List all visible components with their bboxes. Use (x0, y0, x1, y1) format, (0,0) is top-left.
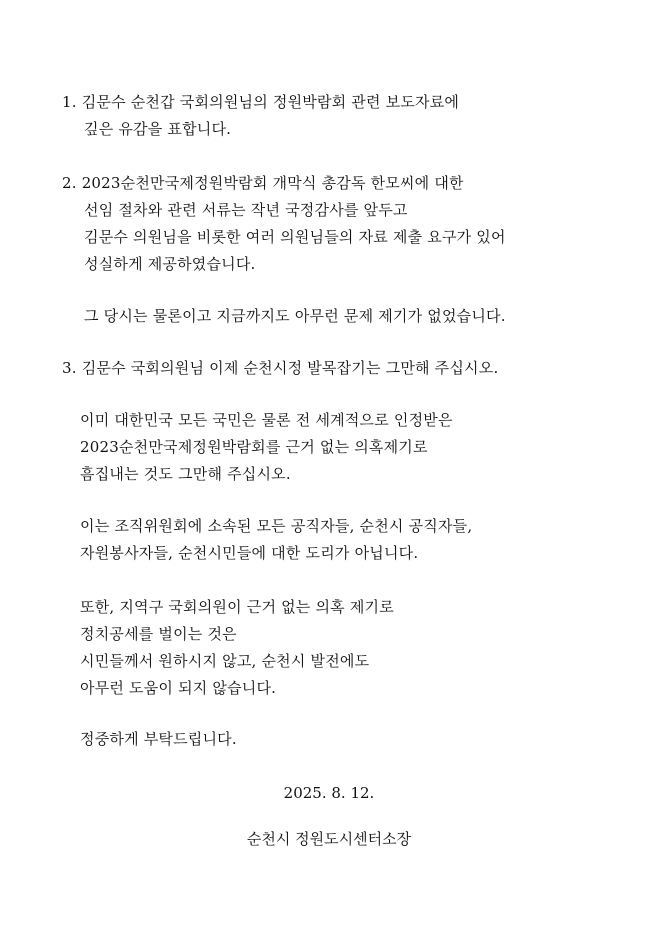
item-3-text-1: 김문수 국회의원님 이제 순천시정 발목잡기는 그만해 주십시오. (81, 359, 499, 377)
item-3-para-1-line-1: 이미 대한민국 모든 국민은 물론 전 세계적으로 인정받은 (80, 411, 453, 429)
item-2-extra-line: 그 당시는 물론이고 지금까지도 아무런 문제 제기가 없었습니다. (84, 307, 506, 325)
item-3-para-4-line-1: 정중하게 부탁드립니다. (80, 730, 237, 748)
item-2-text-1: 2023순천만국제정원박람회 개막식 총감독 한모씨에 대한 (81, 174, 464, 192)
document-date: 2025. 8. 12. (283, 784, 375, 802)
item-1-text-1: 김문수 순천갑 국회의원님의 정원박람회 관련 보도자료에 (81, 93, 460, 111)
item-3-para-3-line-1: 또한, 지역구 국회의원이 근거 없는 의혹 제기로 (80, 598, 394, 616)
item-1-number: 1. (62, 93, 77, 111)
item-3-para-3-line-2: 정치공세를 벌이는 것은 (80, 625, 237, 643)
item-1-line-1 (62, 92, 459, 112)
item-3-para-3-line-3: 시민들께서 원하시지 않고, 순천시 발전에도 (80, 652, 370, 670)
item-2-line-3: 김문수 의원님을 비롯한 여러 의원님들의 자료 제출 요구가 있어 (84, 228, 506, 246)
signature-line: 순천시 정원도시센터소장 (246, 830, 412, 848)
item-2-line-4: 성실하게 제공하였습니다. (84, 255, 256, 273)
item-3-para-2-line-2: 자원봉사자들, 순천시민들에 대한 도리가 아닙니다. (80, 544, 419, 562)
item-3-number: 3. (62, 359, 77, 377)
item-2-number: 2. (62, 174, 77, 192)
item-3-para-1-line-2: 2023순천만국제정원박람회를 근거 없는 의혹제기로 (80, 438, 428, 456)
item-3-para-1-line-3: 흠집내는 것도 그만해 주십시오. (80, 465, 291, 483)
item-3-para-2-line-1: 이는 조직위원회에 소속된 모든 공직자들, 순천시 공직자들, (80, 517, 473, 535)
item-1-line-2: 깊은 유감을 표합니다. (84, 120, 232, 138)
item-2-line-2: 선임 절차와 관련 서류는 작년 국정감사를 앞두고 (84, 201, 408, 219)
item-3-line-1 (62, 358, 498, 378)
item-3-para-3-line-4: 아무런 도움이 되지 않습니다. (80, 679, 277, 697)
item-2-line-1 (62, 173, 464, 193)
